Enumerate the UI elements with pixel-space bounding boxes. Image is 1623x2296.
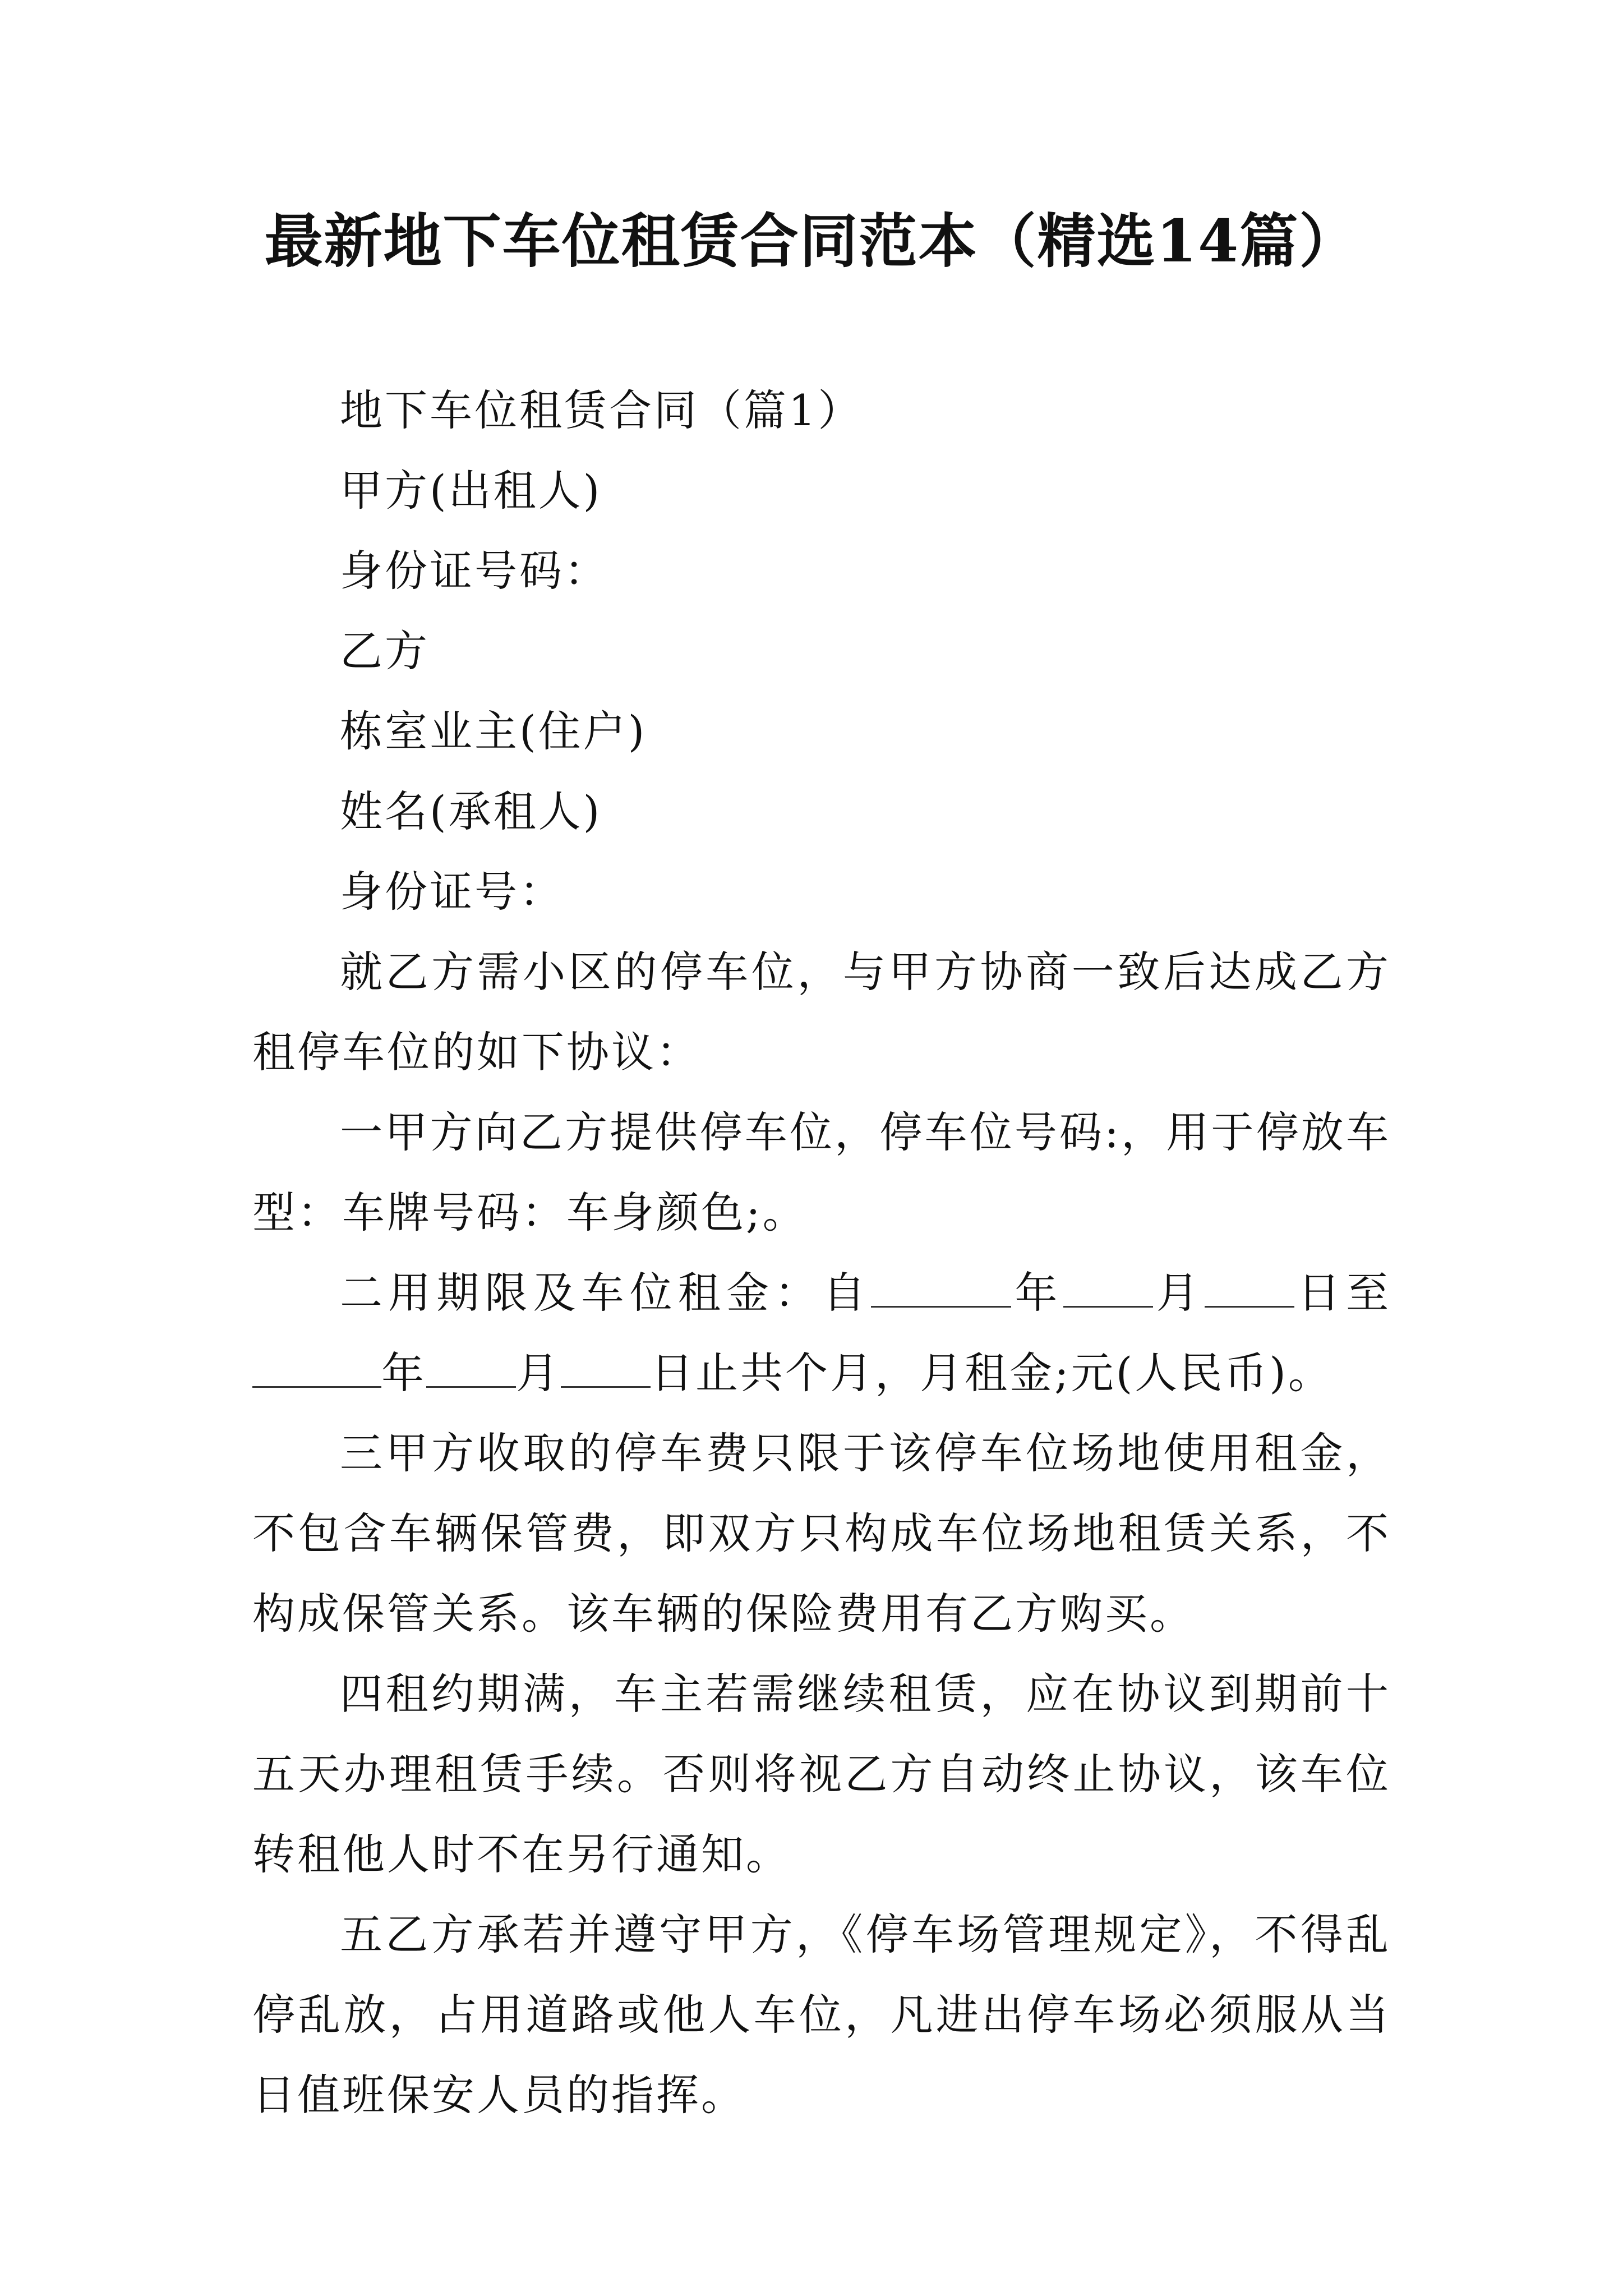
clause-3-paragraph: 三甲方收取的停车费只限于该停车位场地使用租金，不包含车辆保管费，即双方只构成车位场地租赁关系，不构成保管关系。该车辆的保险费用有乙方购买。	[252, 1428, 1391, 1639]
intro-paragraph: 就乙方需小区的停车位，与甲方协商一致后达成乙方租停车位的如下协议：	[252, 947, 1391, 1077]
clause-2-text-end: 日止共个月，月租金;元(人民币)。	[651, 1348, 1333, 1398]
lessee-name-line: 姓名(承租人)	[340, 786, 602, 836]
day-blank-2	[561, 1338, 651, 1388]
month-label-1: 月	[1152, 1268, 1205, 1318]
document-body	[252, 370, 1391, 2135]
day-blank-1	[1205, 1258, 1294, 1308]
year-label-2: 年	[381, 1348, 426, 1398]
id-number-b-line: 身份证号：	[340, 867, 564, 917]
document-title: 最新地下车位租赁合同范本（精选14篇）	[264, 206, 1359, 275]
id-number-a-line: 身份证号码：	[340, 546, 609, 596]
clause-5-paragraph: 五乙方承若并遵守甲方，《停车场管理规定》，不得乱停乱放，占用道路或他人车位，凡进出停车场必须服从当日值班保安人员的指挥。	[252, 1910, 1391, 2120]
year-blank-1	[871, 1258, 1011, 1308]
clause-2-paragraph	[252, 1253, 1391, 1413]
clause-1-paragraph: 一甲方向乙方提供停车位，停车位号码:，用于停放车型：车牌号码：车身颜色;。	[252, 1107, 1391, 1237]
year-label-1: 年	[1011, 1268, 1063, 1318]
month-blank-1	[1063, 1258, 1153, 1308]
party-b-line: 乙方	[340, 626, 430, 676]
day-to-label: 日至	[1294, 1268, 1391, 1318]
section-heading: 地下车位租赁合同（篇1）	[340, 385, 863, 435]
building-owner-line: 栋室业主(住户)	[340, 706, 647, 756]
party-a-line: 甲方(出租人)	[340, 466, 602, 516]
month-blank-2	[426, 1338, 516, 1388]
month-label-2: 月	[516, 1348, 561, 1398]
year-blank-2	[252, 1338, 381, 1388]
clause-4-paragraph: 四租约期满，车主若需继续租赁，应在协议到期前十五天办理租赁手续。否则将视乙方自动终止协议，该车位转租他人时不在另行通知。	[252, 1669, 1391, 1879]
clause-2-text-start: 二用期限及车位租金：自	[340, 1268, 872, 1318]
